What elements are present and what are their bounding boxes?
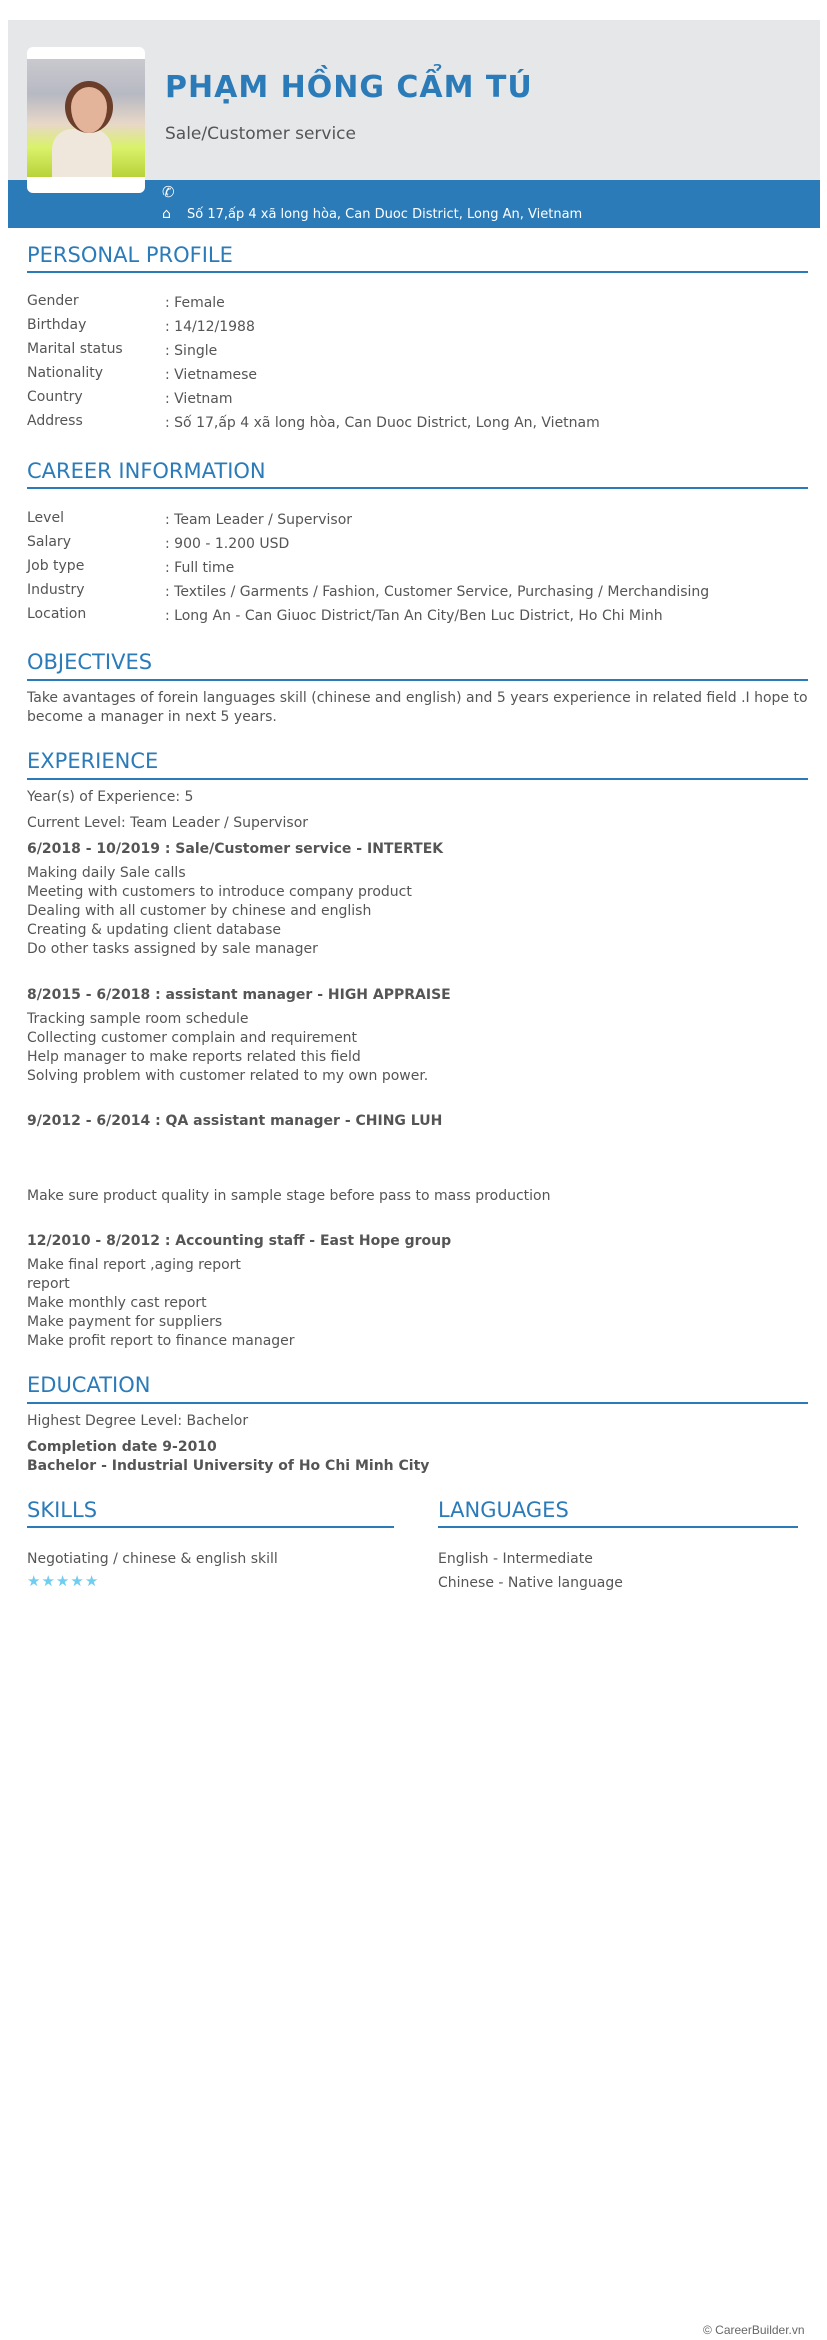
profile-label: Country [27, 389, 83, 405]
language-item: Chinese - Native language [438, 1575, 623, 1591]
career-value: : Long An - Can Giuoc District/Tan An City/Ben Luc District, Ho Chi Minh [165, 608, 663, 624]
job-title: 6/2018 - 10/2019 : Sale/Customer service - INTERTEK [27, 841, 444, 857]
career-value: : Team Leader / Supervisor [165, 512, 353, 528]
divider [27, 1402, 808, 1404]
job-description-line: Help manager to make reports related this field [27, 1049, 361, 1065]
career-label: Location [27, 606, 87, 622]
job-description-line: Make payment for suppliers [27, 1314, 223, 1330]
job-description-line: Make sure product quality in sample stage before pass to mass production [27, 1188, 551, 1204]
job-description-line: Meeting with customers to introduce company product [27, 884, 412, 900]
career-value: : 900 - 1.200 USD [165, 536, 290, 552]
job-description-line: Make final report ,aging report [27, 1257, 241, 1273]
job-description-line: Creating & updating client database [27, 922, 281, 938]
profile-value: : 14/12/1988 [165, 319, 255, 335]
career-label: Salary [27, 534, 71, 550]
star-icon: ★ [27, 1572, 42, 1590]
star-icon: ★ [84, 1572, 100, 1590]
star-icon: ★ [41, 1572, 56, 1590]
job-title: 9/2012 - 6/2014 : QA assistant manager - CHING LUH [27, 1113, 443, 1129]
profile-label: Marital status [27, 341, 123, 357]
career-value: : Full time [165, 560, 235, 576]
profile-value: : Số 17,ấp 4 xã long hòa, Can Duoc District, Long An, Vietnam [165, 415, 600, 431]
career-label: Level [27, 510, 64, 526]
career-label: Industry [27, 582, 85, 598]
section-heading-education: EDUCATION [27, 1373, 151, 1397]
job-description-line: Do other tasks assigned by sale manager [27, 941, 318, 957]
objectives-text-line: become a manager in next 5 years. [27, 709, 277, 725]
profile-value: : Single [165, 343, 218, 359]
job-description-line: Tracking sample room schedule [27, 1011, 249, 1027]
job-title: 12/2010 - 8/2012 : Accounting staff - East Hope group [27, 1233, 452, 1249]
career-label: Job type [27, 558, 85, 574]
highest-degree: Highest Degree Level: Bachelor [27, 1413, 249, 1429]
job-description-line: Make monthly cast report [27, 1295, 207, 1311]
career-value: : Textiles / Garments / Fashion, Customer Service, Purchasing / Merchandising [165, 584, 710, 600]
section-heading-languages: LANGUAGES [438, 1498, 569, 1522]
job-description-line: Collecting customer complain and requirement [27, 1030, 358, 1046]
candidate-name: PHẠM HỒNG CẨM TÚ [165, 70, 533, 105]
language-item: English - Intermediate [438, 1551, 593, 1567]
footer-copyright: © CareerBuilder.vn [703, 2323, 805, 2337]
job-description-line: Solving problem with customer related to my own power. [27, 1068, 429, 1084]
years-of-experience: Year(s) of Experience: 5 [27, 789, 194, 805]
profile-label: Nationality [27, 365, 104, 381]
current-level: Current Level: Team Leader / Supervisor [27, 815, 309, 831]
divider [27, 487, 808, 489]
objectives-text-line: Take avantages of forein languages skill (chinese and english) and 5 years experience in related field .I hope to [27, 690, 808, 706]
profile-label: Address [27, 413, 83, 429]
section-heading-skills: SKILLS [27, 1498, 98, 1522]
section-heading-objectives: OBJECTIVES [27, 650, 153, 674]
contact-address: Số 17,ấp 4 xã long hòa, Can Duoc District, Long An, Vietnam [187, 207, 583, 222]
divider [27, 778, 808, 780]
divider [27, 271, 808, 273]
job-description-line: Make profit report to finance manager [27, 1333, 295, 1349]
profile-label: Gender [27, 293, 79, 309]
profile-value: : Vietnamese [165, 367, 258, 383]
divider [438, 1526, 798, 1528]
job-description-line: Making daily Sale calls [27, 865, 186, 881]
skill-rating [27, 1572, 99, 1590]
divider [27, 679, 808, 681]
phone-icon: ✆ [162, 183, 175, 201]
job-description-line: report [27, 1276, 70, 1292]
job-title: 8/2015 - 6/2018 : assistant manager - HIGH APPRAISE [27, 987, 451, 1003]
candidate-job-title: Sale/Customer service [165, 124, 356, 144]
profile-photo [27, 47, 145, 193]
star-icon: ★ [70, 1572, 85, 1590]
degree: Bachelor - Industrial University of Ho Chi Minh City [27, 1458, 430, 1474]
divider [27, 1526, 394, 1528]
profile-value: : Female [165, 295, 225, 311]
section-heading-personal-profile: PERSONAL PROFILE [27, 243, 233, 267]
profile-value: : Vietnam [165, 391, 233, 407]
skill-name: Negotiating / chinese & english skill [27, 1551, 278, 1567]
job-description-line: Dealing with all customer by chinese and english [27, 903, 372, 919]
section-heading-career-information: CAREER INFORMATION [27, 459, 266, 483]
profile-label: Birthday [27, 317, 87, 333]
star-icon: ★ [55, 1572, 71, 1590]
home-icon: ⌂ [162, 206, 171, 222]
section-heading-experience: EXPERIENCE [27, 749, 159, 773]
completion-date: Completion date 9-2010 [27, 1439, 217, 1455]
